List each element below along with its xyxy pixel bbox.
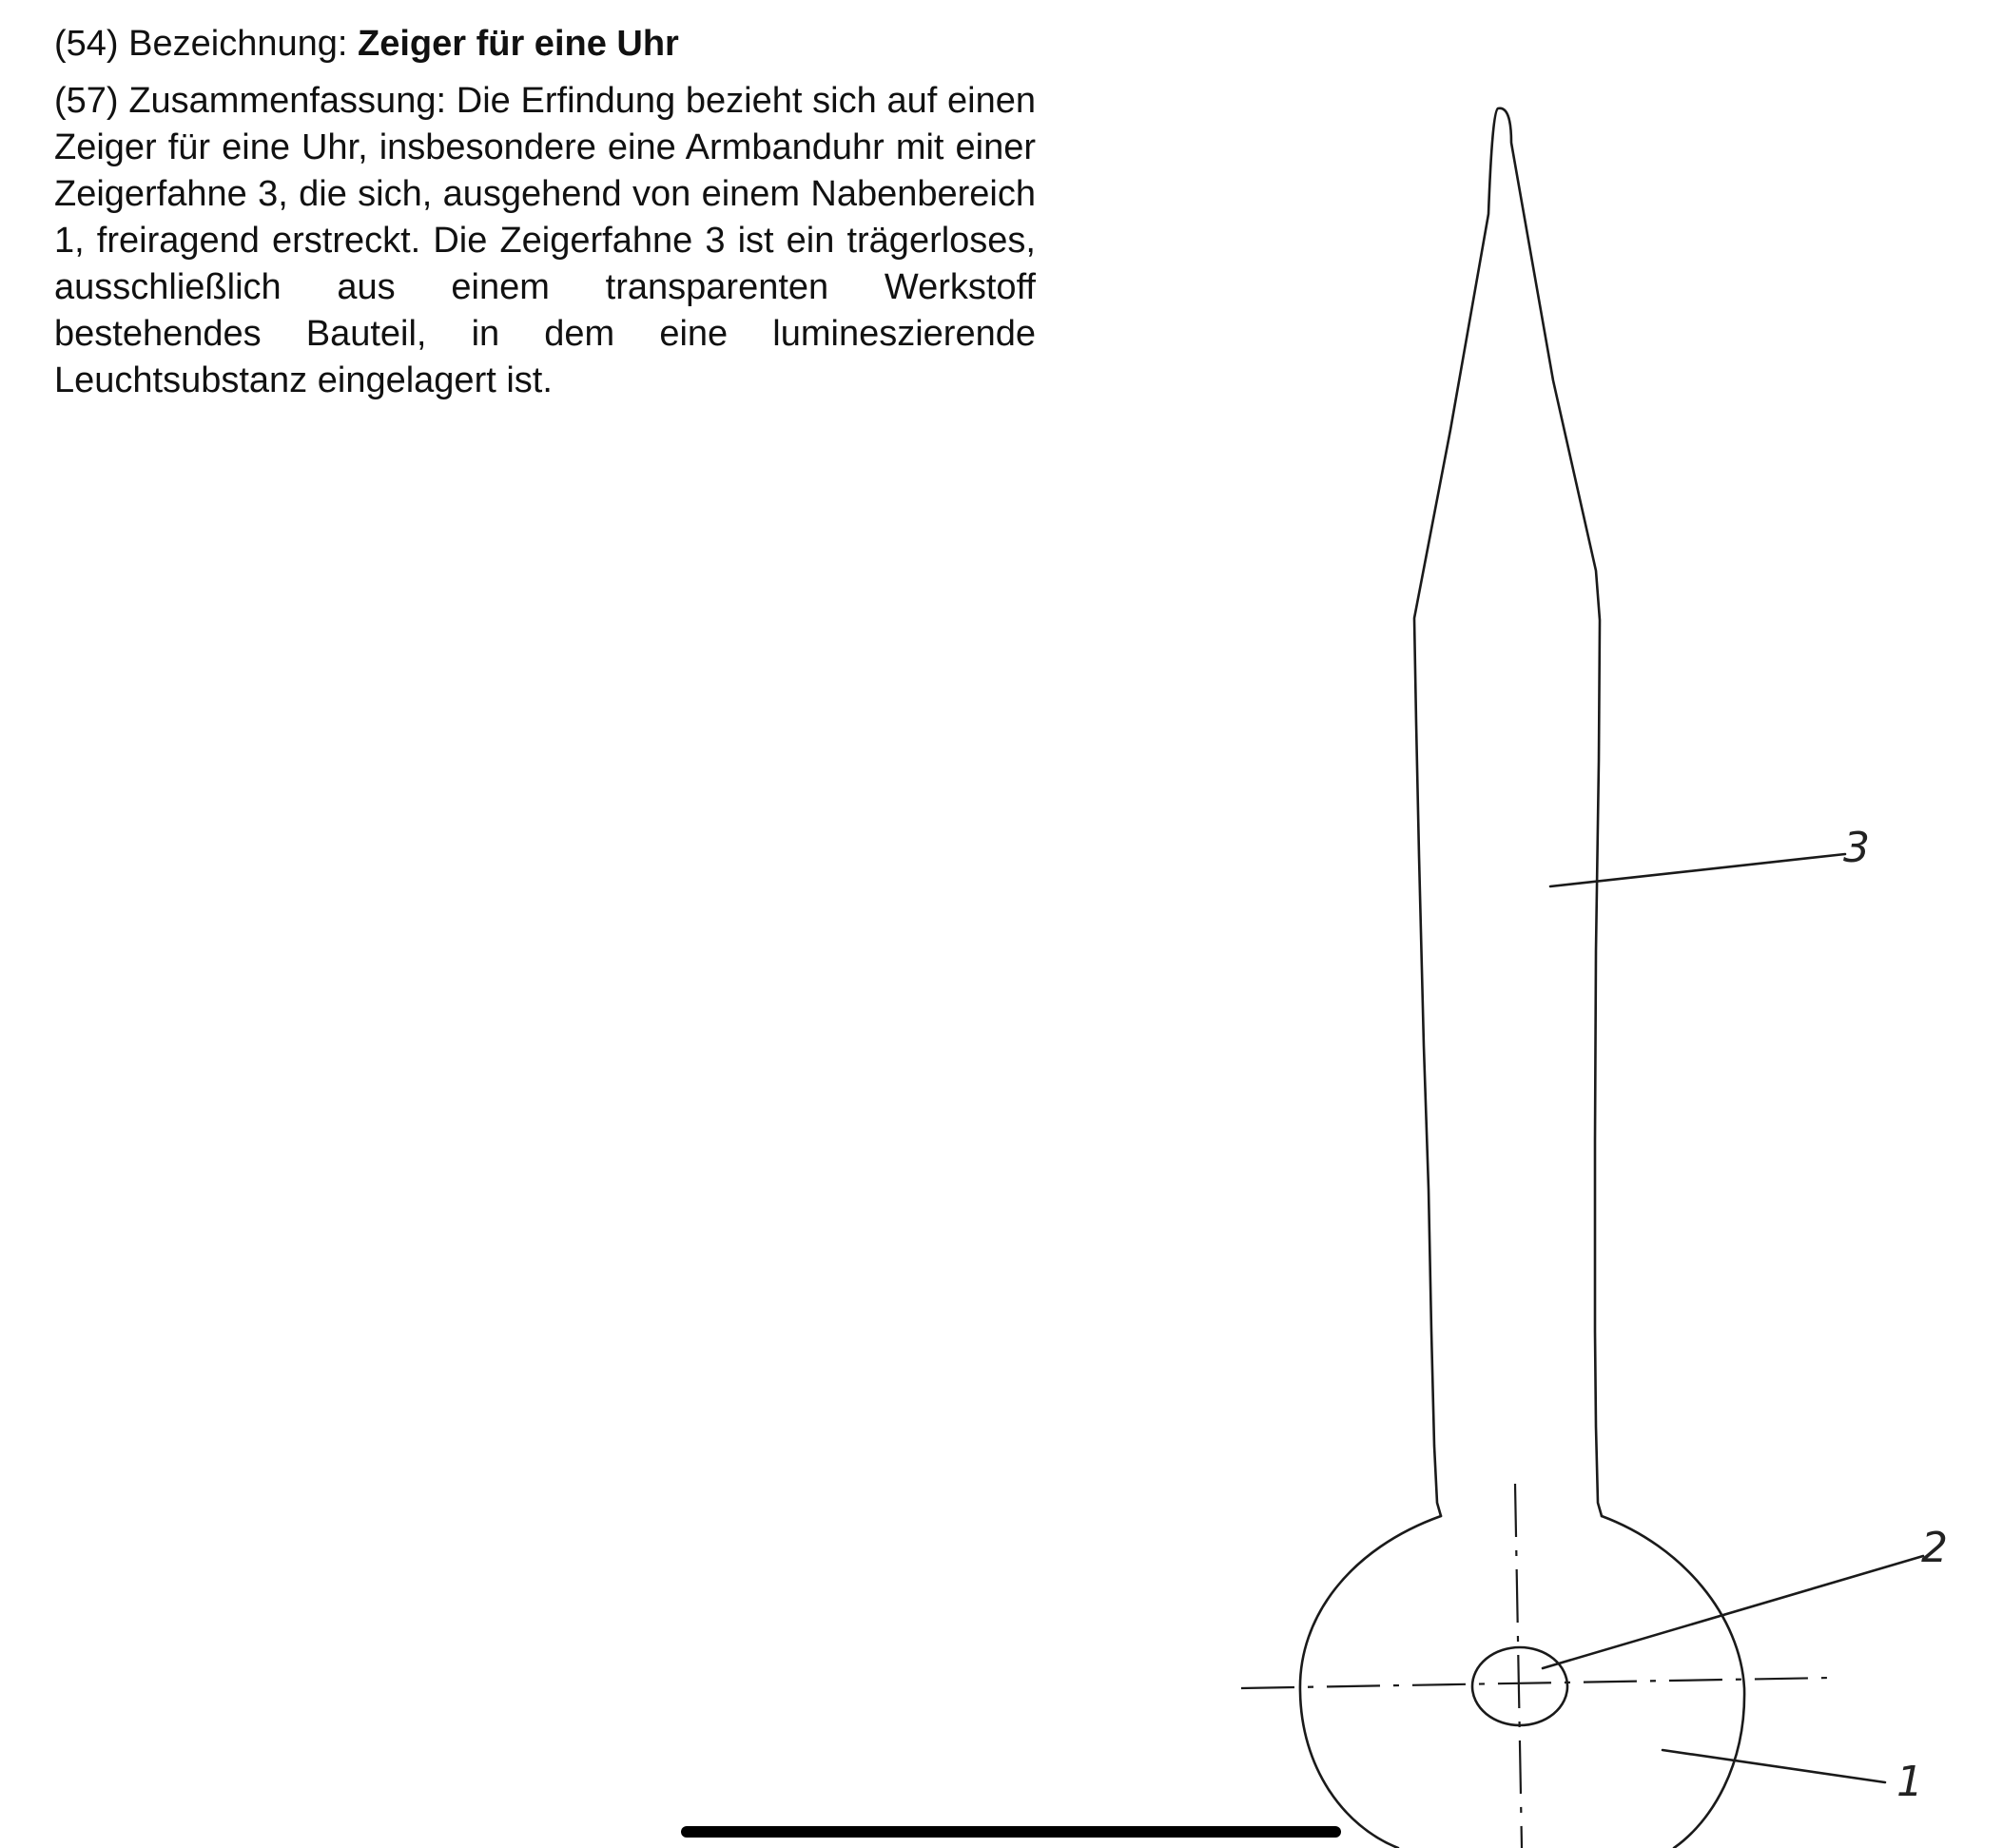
abstract-text: Die Erfindung bezieht sich auf einen Zeiger für eine Uhr, insbesondere eine Armbanduhr mit einer Zeigerfahne 3, die sich, ausgehend von einem Nabenbereich 1, freiragend erstreckt. Die Zeigerfahne 3 ist ein trägerloses, ausschließlich aus einem transparenten Werkstoff bestehendes Bauteil, in dem eine lumineszierende Leuchtsubstanz eingelagert ist. <box>54 81 1037 400</box>
heading-code: (54) <box>54 24 119 64</box>
ref-label-3: 3 <box>1843 824 1870 872</box>
home-indicator[interactable] <box>681 1826 1341 1838</box>
hub-outline <box>1300 1516 1744 1848</box>
vertical-center-line <box>1515 1484 1522 1848</box>
leader-line-2 <box>1543 1556 1923 1668</box>
ref-label-1: 1 <box>1896 1758 1923 1806</box>
heading-label: Bezeichnung: <box>128 24 348 64</box>
abstract-label: Zusammenfassung: <box>128 81 447 121</box>
abstract-code: (57) <box>54 81 119 121</box>
heading-title: Zeiger für eine Uhr <box>358 24 679 64</box>
leader-line-3 <box>1550 854 1845 886</box>
leader-line-1 <box>1663 1750 1885 1782</box>
bore-outline <box>1472 1647 1567 1725</box>
pointer-vane-outline <box>1414 108 1602 1516</box>
ref-label-2: 2 <box>1921 1524 1948 1572</box>
